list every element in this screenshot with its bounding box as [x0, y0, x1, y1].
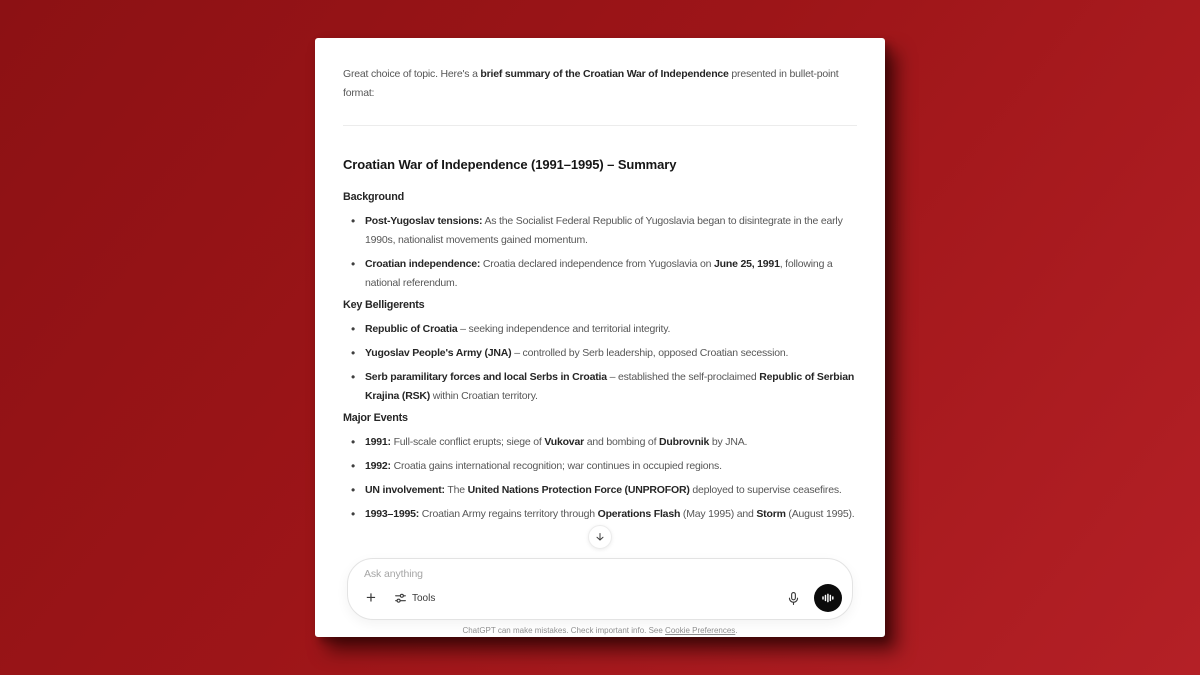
- bullet-icon: •: [351, 507, 356, 521]
- assistant-intro-paragraph: [343, 65, 857, 103]
- bold-text: 1991:: [365, 436, 391, 448]
- divider: [343, 125, 857, 126]
- list-item-text: [365, 215, 843, 246]
- text: Croatia declared independence from Yugoslavia on: [480, 258, 715, 270]
- list-item: [343, 433, 857, 452]
- text: presented in bullet-point format:: [343, 68, 839, 99]
- chat-input[interactable]: Ask anything: [364, 568, 423, 580]
- text: As the Socialist Federal Republic of Yugoslavia began to disintegrate in the early 1990s, nationalist movements gained momentum.: [365, 215, 843, 246]
- list-item-text: [365, 484, 842, 496]
- bold-text: Republic of Serbian Krajina (RSK): [365, 371, 855, 402]
- section-heading: Major Events: [343, 412, 408, 424]
- summary-title: Croatian War of Independence (1991–1995) – Summary: [343, 157, 677, 172]
- text: – established the self-proclaimed: [606, 371, 760, 383]
- sliders-icon: [394, 592, 407, 605]
- composer-toolbar: [360, 584, 842, 612]
- bold-text: Dubrovnik: [659, 436, 710, 448]
- message-sections: [343, 190, 857, 524]
- bold-text: Serb paramilitary forces and local Serbs in Croatia: [365, 371, 607, 383]
- chat-message-area: [315, 38, 885, 524]
- attach-button[interactable]: +: [360, 587, 382, 609]
- disclaimer-text: ChatGPT can make mistakes. Check important info. See: [462, 626, 666, 635]
- text: Croatian Army regains territory through: [419, 508, 598, 520]
- down-arrow-icon: [594, 531, 606, 543]
- text: (May 1995) and: [680, 508, 757, 520]
- cookie-preferences-link[interactable]: Cookie Preferences: [665, 626, 736, 635]
- text: – seeking independence and territorial integrity.: [457, 323, 671, 335]
- text: deployed to supervise ceasefires.: [689, 484, 842, 496]
- bold-text: Post-Yugoslav tensions:: [365, 215, 483, 227]
- mic-button[interactable]: [782, 587, 804, 609]
- disclaimer: [315, 626, 885, 635]
- text: within Croatian territory.: [430, 390, 538, 402]
- bold-text: Vukovar: [544, 436, 584, 448]
- list-item-text: [365, 323, 670, 335]
- bold-text: 1993–1995:: [365, 508, 420, 520]
- list-item-text: [365, 258, 833, 289]
- list-item-text: [365, 460, 722, 472]
- composer[interactable]: [347, 558, 853, 620]
- bold-text: brief summary of the Croatian War of Independence: [480, 68, 729, 80]
- bullet-icon: •: [351, 322, 356, 336]
- list-item: [343, 320, 857, 339]
- list-item: [343, 368, 857, 406]
- list-item-text: [365, 508, 855, 520]
- disclaimer-period: .: [735, 626, 738, 635]
- bold-text: United Nations Protection Force (UNPROFOR): [467, 484, 690, 496]
- list-item-text: [365, 436, 747, 448]
- list-item-text: [365, 347, 788, 359]
- bold-text: June 25, 1991: [714, 258, 780, 270]
- bold-text: Operations Flash: [597, 508, 681, 520]
- microphone-icon: [786, 591, 801, 606]
- list-item: [343, 212, 857, 250]
- text: by JNA.: [709, 436, 748, 448]
- bullet-icon: •: [351, 214, 356, 228]
- bullet-list: [343, 320, 857, 406]
- bold-text: Storm: [756, 508, 786, 520]
- list-item: [343, 505, 857, 524]
- voice-waveform-icon: [821, 591, 835, 605]
- text: (August 1995).: [785, 508, 855, 520]
- bullet-icon: •: [351, 459, 356, 473]
- bold-text: Yugoslav People's Army (JNA): [365, 347, 512, 359]
- bullet-list: [343, 433, 857, 524]
- text: and bombing of: [583, 436, 660, 448]
- bullet-icon: •: [351, 346, 356, 360]
- list-item: [343, 481, 857, 500]
- bullet-icon: •: [351, 257, 356, 271]
- bullet-icon: •: [351, 370, 356, 384]
- text: Full-scale conflict erupts; siege of: [390, 436, 545, 448]
- bold-text: 1992:: [365, 460, 391, 472]
- text: , following a national referendum.: [365, 258, 833, 289]
- tools-button[interactable]: [394, 592, 435, 605]
- text: Croatia gains international recognition; war continues in occupied regions.: [390, 460, 722, 472]
- list-item-text: [365, 371, 854, 402]
- scroll-to-bottom-button[interactable]: [588, 525, 612, 549]
- section-heading: Background: [343, 191, 404, 203]
- text: The: [444, 484, 468, 496]
- section-heading: Key Belligerents: [343, 299, 425, 311]
- list-item: [343, 255, 857, 293]
- bold-text: Croatian independence:: [365, 258, 481, 270]
- text: Great choice of topic. Here's a: [343, 68, 481, 80]
- list-item: [343, 344, 857, 363]
- bullet-icon: •: [351, 483, 356, 497]
- bold-text: UN involvement:: [365, 484, 445, 496]
- voice-mode-button[interactable]: [814, 584, 842, 612]
- bold-text: Republic of Croatia: [365, 323, 458, 335]
- chatgpt-window: [315, 38, 885, 637]
- text: – controlled by Serb leadership, opposed Croatian secession.: [511, 347, 789, 359]
- tools-label: Tools: [412, 592, 436, 604]
- list-item: [343, 457, 857, 476]
- bullet-icon: •: [351, 435, 356, 449]
- bullet-list: [343, 212, 857, 293]
